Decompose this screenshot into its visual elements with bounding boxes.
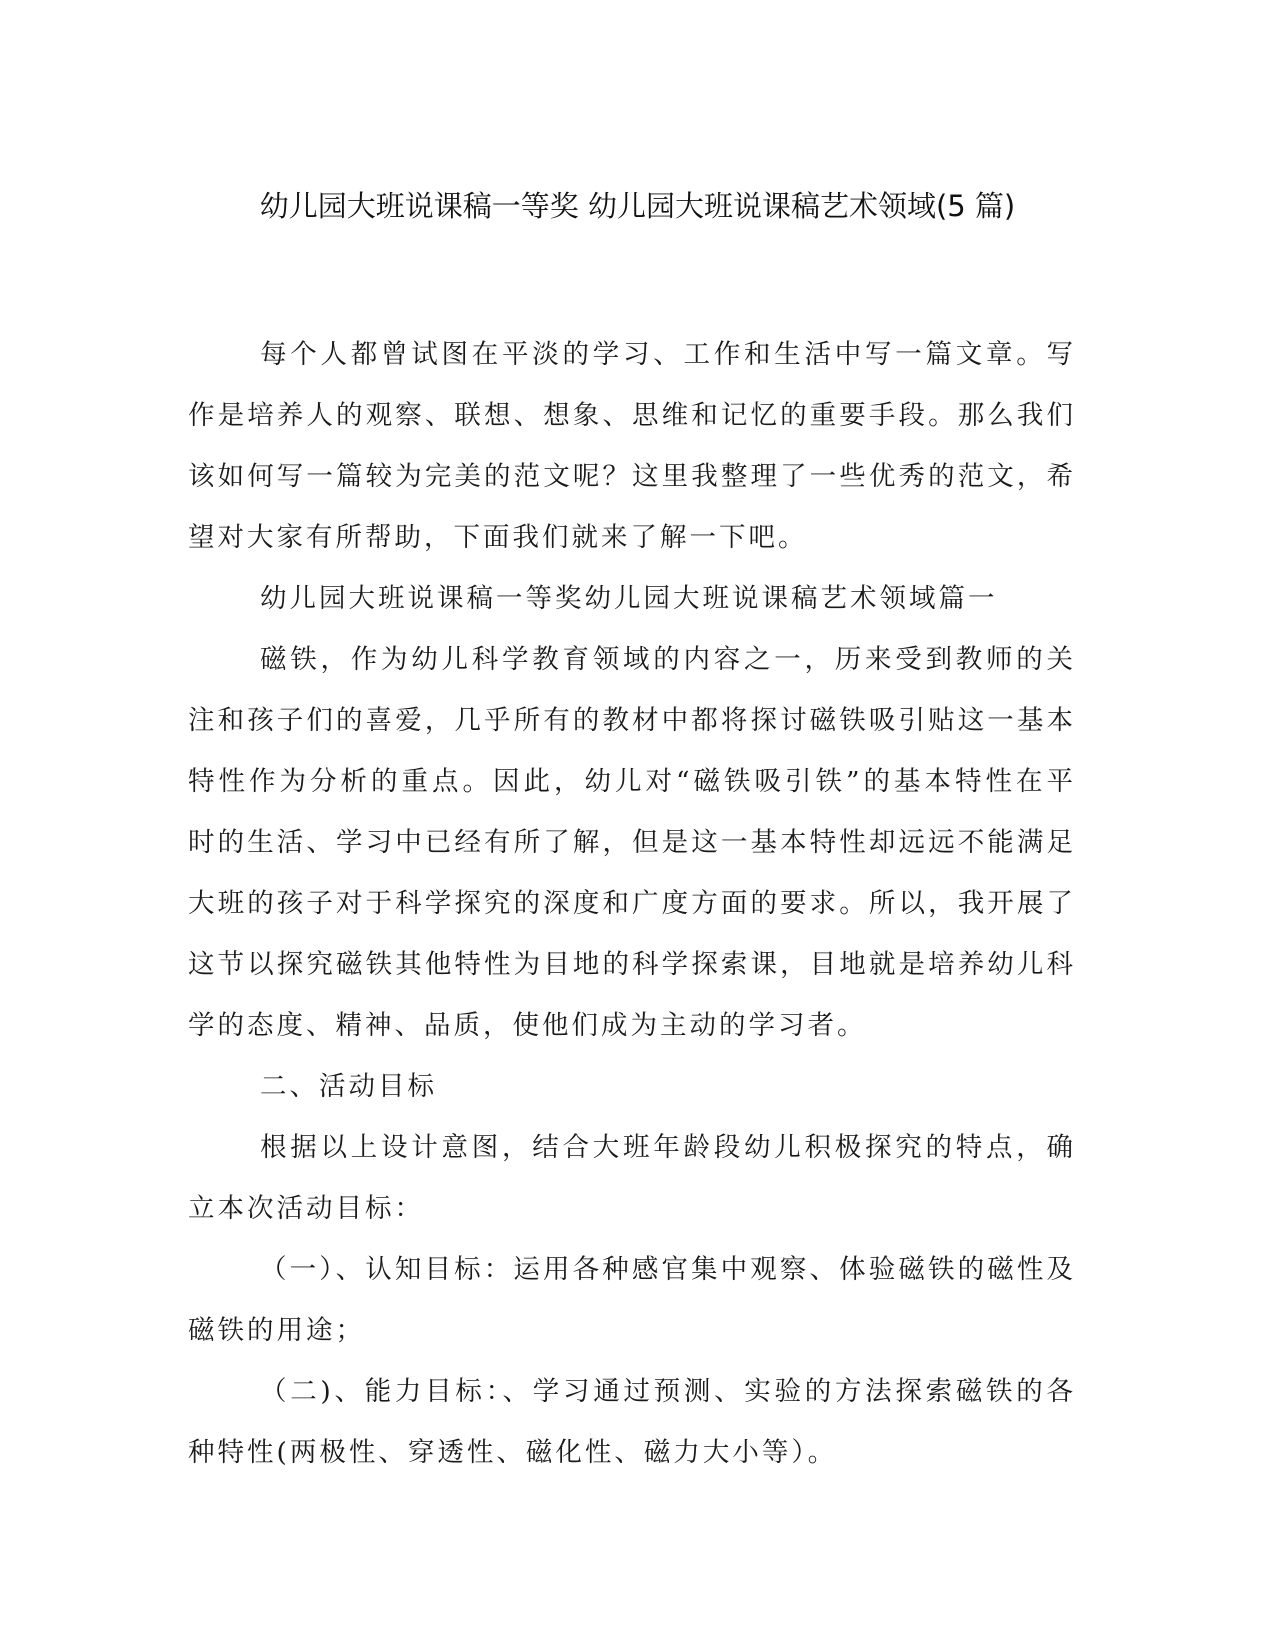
document-title: 幼儿园大班说课稿一等奖 幼儿园大班说课稿艺术领域(5 篇) — [259, 189, 1016, 223]
document-body — [188, 324, 1076, 1483]
paragraph-cognitive-goal: （一）、认知目标：运用各种感官集中观察、体验磁铁的磁性及磁铁的用途； — [188, 1254, 1076, 1346]
paragraph-ability-goal: （二)、能力目标：、学习通过预测、实验的方法探索磁铁的各种特性(两极性、穿透性、磁化性、磁力大小等）。 — [188, 1376, 1076, 1468]
paragraph-section-heading: 幼儿园大班说课稿一等奖幼儿园大班说课稿艺术领域篇一 — [260, 583, 998, 614]
paragraph-goals-intro: 根据以上设计意图，结合大班年龄段幼儿积极探究的特点，确立本次活动目标： — [188, 1132, 1076, 1224]
paragraph-magnet-intro: 磁铁，作为幼儿科学教育领域的内容之一，历来受到教师的关注和孩子们的喜爱，几乎所有的教材中都将探讨磁铁吸引贴这一基本特性作为分析的重点。因此，幼儿对“磁铁吸引铁”的基本特性在平时的生活、学习中已经有所了解，但是这一基本特性却远远不能满足大班的孩子对于科学探究的深度和广度方面的要求。所以，我开展了这节以探究磁铁其他特性为目地的科学探索课，目地就是培养幼儿科学的态度、精神、品质，使他们成为主动的学习者。 — [188, 644, 1076, 1041]
paragraph-intro: 每个人都曾试图在平淡的学习、工作和生活中写一篇文章。写作是培养人的观察、联想、想象、思维和记忆的重要手段。那么我们该如何写一篇较为完美的范文呢？这里我整理了一些优秀的范文，希望对大家有所帮助，下面我们就来了解一下吧。 — [188, 339, 1076, 553]
paragraph-activity-goals-heading: 二、活动目标 — [260, 1071, 437, 1102]
